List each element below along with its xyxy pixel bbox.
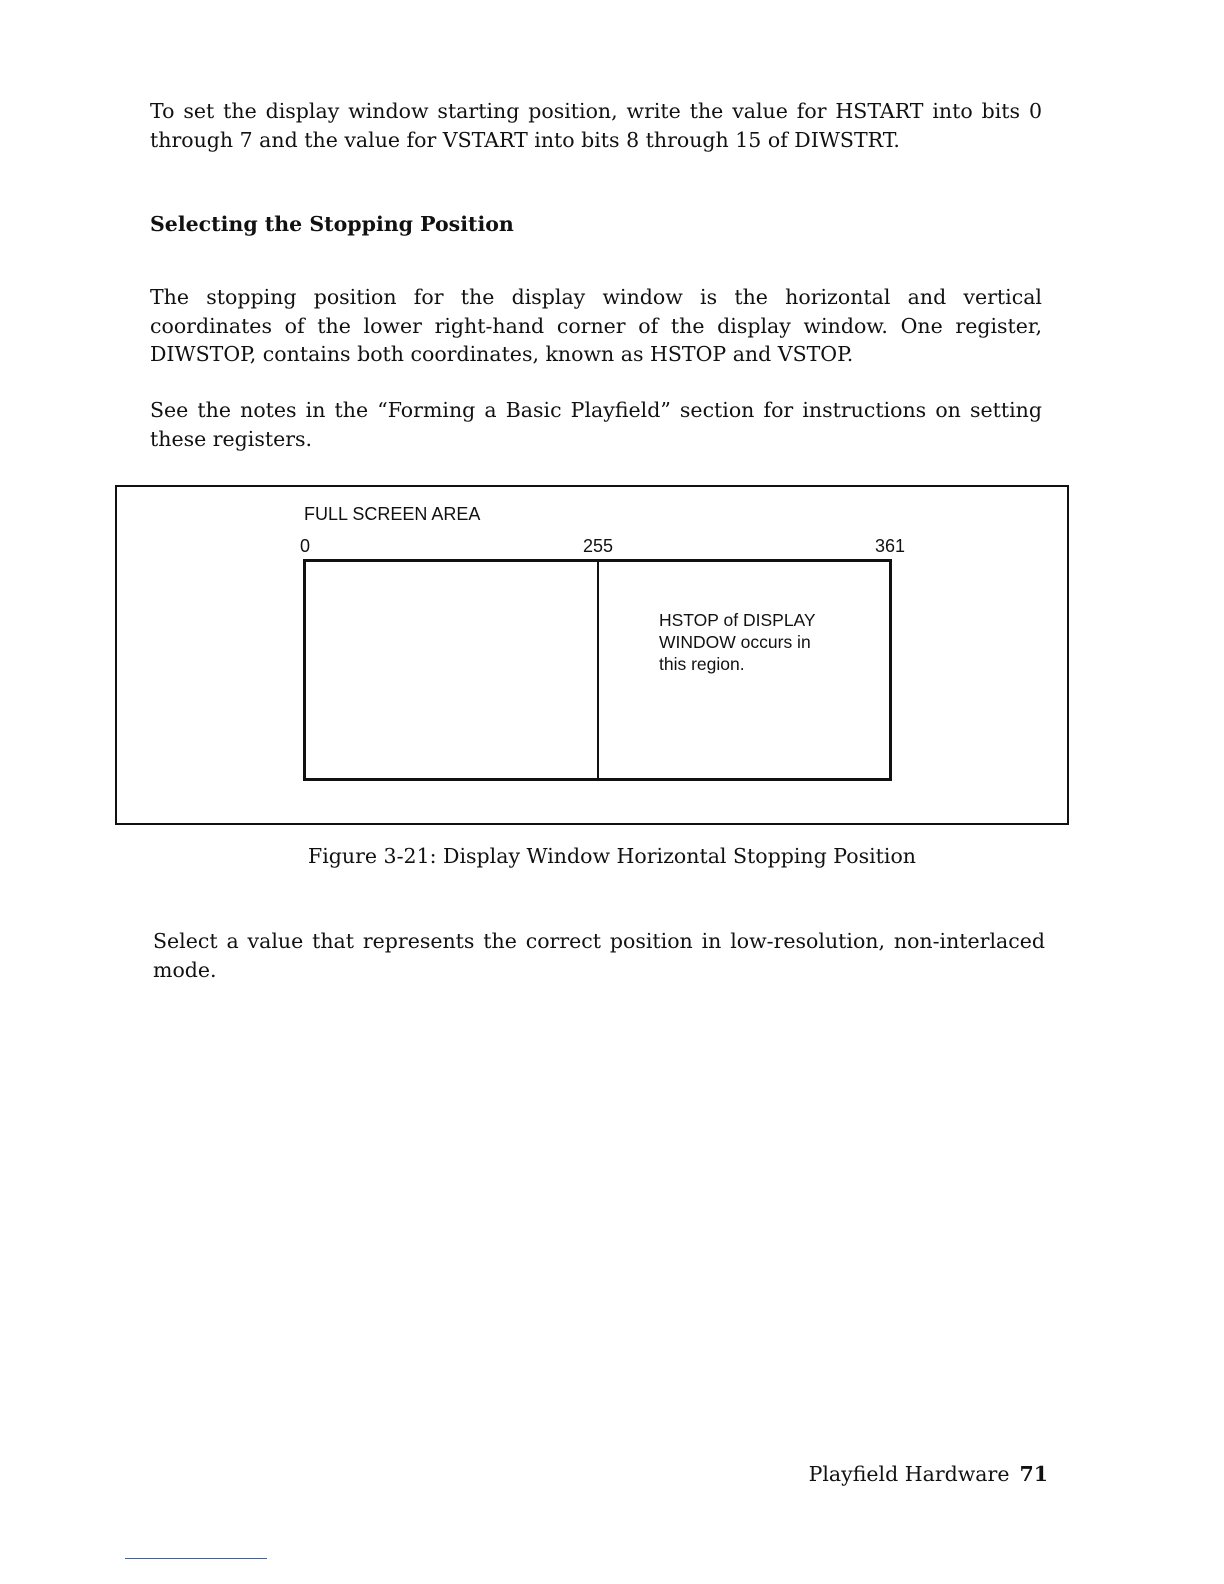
tick-label-mid: 255 <box>583 536 614 556</box>
notes-paragraph: See the notes in the “Forming a Basic Playfield” section for instructions on setting these registers. <box>150 398 1042 451</box>
full-screen-area-label: FULL SCREEN AREA <box>304 504 481 524</box>
footer-section: Playfield Hardware <box>808 1462 1010 1486</box>
region-divider <box>597 559 599 781</box>
select-paragraph: Select a value that represents the correct position in low-resolution, non-interlaced mode. <box>153 929 1045 982</box>
scan-edge-line <box>125 1558 267 1559</box>
tick-label-end: 361 <box>875 536 906 556</box>
section-heading: Selecting the Stopping Position <box>150 212 514 236</box>
hstop-region-note <box>659 609 849 675</box>
region-note-line-1: HSTOP of DISPLAY <box>659 610 816 630</box>
page-number: 71 <box>1019 1462 1048 1486</box>
stopping-paragraph: The stopping position for the display window is the horizontal and vertical coordinates of the lower right-hand corner of the display window. One register, DIWSTOP, contains both coordinates, known as HSTOP and VSTOP. <box>150 285 1042 366</box>
page-footer <box>760 1460 1048 1488</box>
tick-label-start: 0 <box>300 536 311 556</box>
region-note-line-2: WINDOW occurs in <box>659 632 811 652</box>
figure-caption: Figure 3-21: Display Window Horizontal Stopping Position <box>308 844 916 868</box>
intro-paragraph: To set the display window starting position, write the value for HSTART into bits 0 through 7 and the value for VSTART into bits 8 through 15 of DIWSTRT. <box>150 99 1042 152</box>
region-note-line-3: this region. <box>659 654 745 674</box>
